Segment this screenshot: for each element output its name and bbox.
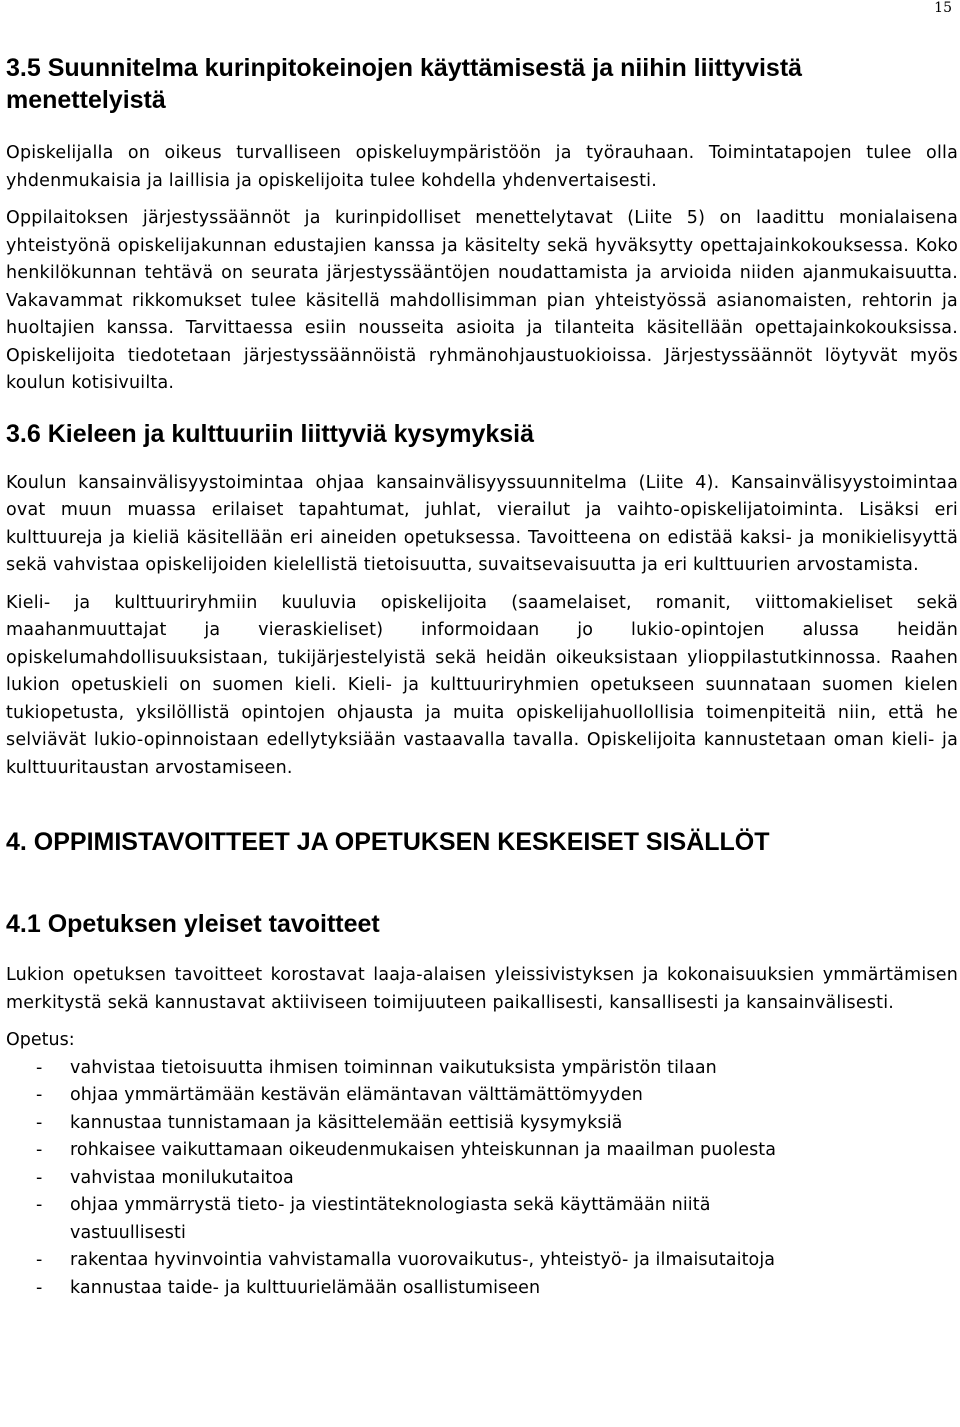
section-4-heading: 4. OPPIMISTAVOITTEET JA OPETUKSEN KESKEISET SISÄLLÖT: [6, 828, 770, 856]
list-item: - kannustaa taide- ja kulttuurielämään osallistumiseen: [36, 1277, 541, 1298]
section-3-6-heading: 3.6 Kieleen ja kulttuuriin liittyviä kysymyksiä: [6, 419, 535, 448]
list-label: Opetus:: [6, 1030, 75, 1050]
list-item: - rakentaa hyvinvointia vahvistamalla vuorovaikutus-, yhteistyö- ja ilmaisutaitoja: [36, 1250, 776, 1270]
list-item: - kannustaa tunnistamaan ja käsittelemään eettisiä kysymyksiä: [36, 1112, 623, 1133]
list-item: - rohkaisee vaikuttamaan oikeudenmukaisen yhteiskunnan ja maailman puolesta: [36, 1140, 777, 1160]
section-3-5-heading: 3.5 Suunnitelma kurinpitokeinojen käyttämisestä ja niihin liittyvistä menettelyistä: [6, 54, 803, 114]
section-3-5-paragraph-1: Opiskelijalla on oikeus turvalliseen opiskeluympäristöön ja työrauhaan. Toimintatapojen tulee olla yhdenmukaisia ja laillisia ja opiskelijoita tulee kohdella yhdenvertaisesti.: [6, 143, 958, 191]
section-3-6-paragraph-2: Kieli- ja kulttuuriryhmiin kuuluvia opiskelijoita (saamelaiset, romanit, viittomakieliset sekä maahanmuuttajat ja vieraskieliset) informoidaan jo lukio-opintojen alussa heidän opiskelumahdollisuuksistaan, tukijärjestelyistä sekä heidän oikeuksistaan ylioppilastutkinnossa. Raahen lukion opetuskieli on suomen kieli. Kieli- ja kulttuuriryhmien opetukseen suunnataan suomen kielen tukiopetusta, yksilöllistä opintojen ohjausta ja muita opiskelijahuollollisia toimenpiteitä niin, että he selviävät lukio-opinnoistaan edellytyksiään vastaavalla tavalla. Opiskelijoita kannustetaan oman kieli- ja kulttuuritaustan arvostamiseen.: [6, 592, 958, 778]
section-3-5: [6, 52, 958, 398]
list-item: - vahvistaa tietoisuutta ihmisen toiminnan vaikutuksista ympäristön tilaan: [36, 1057, 717, 1078]
page-number: 15: [934, 0, 952, 16]
section-3-5-paragraph-2: Oppilaitoksen järjestyssäännöt ja kurinpidolliset menettelytavat (Liite 5) on laadittu monialaisena yhteistyönä opiskelijakunnan edustajien kanssa ja käsitelty sekä hyväksytty opettajainkokouksessa. Koko henkilökunnan tehtävä on seurata järjestyssääntöjen noudattamista ja arvioida niiden ajanmukaisuutta. Vakavammat rikkomukset tulee käsitellä mahdollisimman pian yhteistyössä asianomaisten, rehtorin ja huoltajien kanssa. Tarvittaessa esiin nousseita asioita ja tilanteita käsitellään opettajainkokouksissa. Opiskelijoita tiedotetaan järjestyssäännöistä ryhmänohjaustuokioissa. Järjestyssäännöt löytyvät myös koulun kotisivuilta.: [6, 208, 958, 393]
list-item: - vahvistaa monilukutaitoa: [36, 1167, 294, 1188]
section-4-1-paragraph-1: Lukion opetuksen tavoitteet korostavat laaja-alaisen yleissivistyksen ja kokonaisuuksien ymmärtämisen merkitystä sekä kannustavat aktiiviseen toimijuuteen paikallisesti, kansallisesti ja kansainvälisesti.: [6, 965, 958, 1013]
section-3-6-paragraph-1: Koulun kansainvälisyystoimintaa ohjaa kansainvälisyyssuunnitelma (Liite 4). Kansainvälisyystoimintaa ovat muun muassa erilaiset tapahtumat, juhlat, vierailut ja vaihto-opiskelijatoiminta. Lisäksi eri kulttuureja ja kieliä käsitellään eri aineiden opetuksessa. Tavoitteena on edistää kaksi- ja monikielisyyttä sekä vahvistaa opiskelijoiden kielellistä tietoisuutta, suvaitsevaisuutta ja eri kulttuurien arvostamista.: [6, 472, 958, 575]
list-item: - ohjaa ymmärtämään kestävän elämäntavan välttämättömyyden: [36, 1085, 643, 1105]
goals-list: [6, 1055, 958, 1303]
section-4-1: [6, 908, 958, 1302]
section-4: [6, 826, 958, 858]
document-body: [6, 52, 958, 1302]
list-item: - ohjaa ymmärrystä tieto- ja viestintäteknologiasta sekä käyttämään niitä vastuullisesti: [36, 1195, 711, 1243]
section-4-1-heading: 4.1 Opetuksen yleiset tavoitteet: [6, 910, 380, 938]
section-3-6: [6, 418, 958, 783]
